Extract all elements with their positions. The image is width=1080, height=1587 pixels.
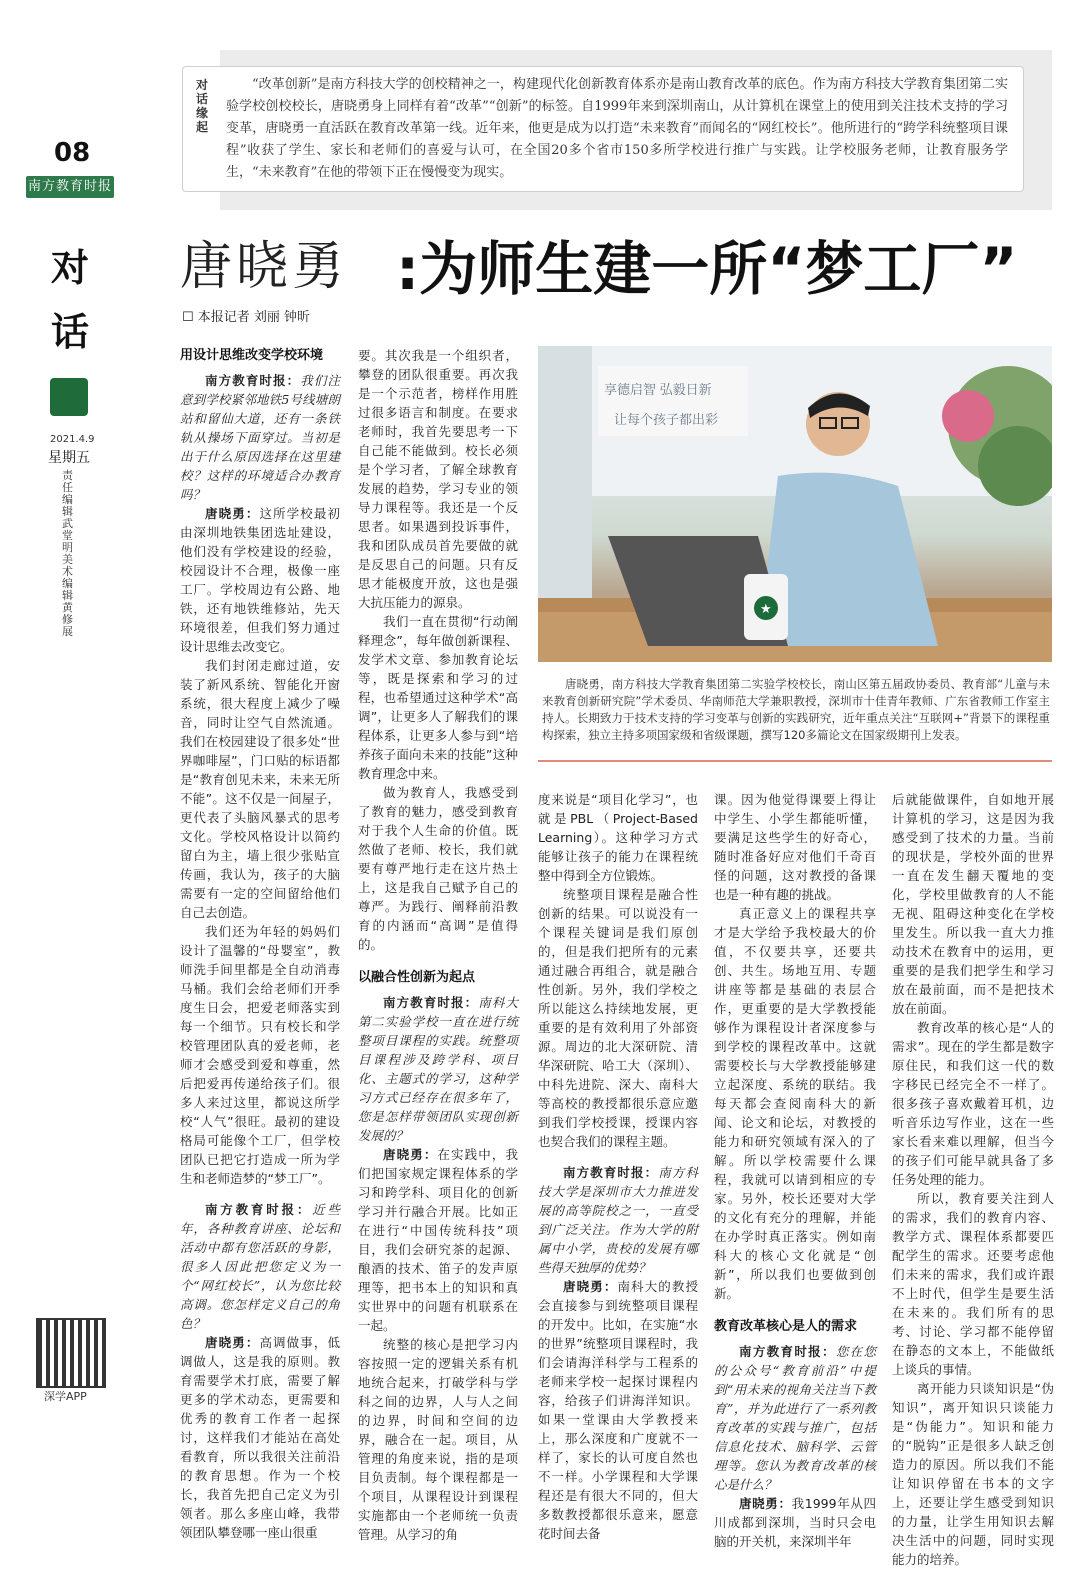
subheading: 用设计思维改变学校环境	[180, 348, 324, 363]
paragraph: 要。其次我是一个组织者，攀登的团队很重要。再次我是一个示范者，榜样作用胜过很多语言和制度。在要求老师时，我首先要思考一下自己能不能做到。校长必须是个学习者，了解全球教育发展的趋势，学习专业的领导力课程等。我还是一个反思者。如果遇到投诉事件，我和团队成员首先要做的就是反思自己的问题。只有反思才能极度开放，这也是强大抗压能力的源泉。	[358, 348, 518, 610]
paragraph: 离开能力只谈知识是“伪知识”，离开知识只谈能力是“伪能力”。知识和能力的“脱钩”正是很多人缺乏创造力的原因。所以我们不能让知识停留在书本的文字上，还要让学生感受到知识的力量，让学生用知识去解决生活中的问题，同时实现能力的培养。	[892, 1381, 1054, 1567]
speaker-label: 唐晓勇：	[563, 1279, 618, 1294]
section-color-block	[50, 378, 88, 416]
wall-text: 享德启智 弘毅日新	[604, 382, 712, 397]
headline-name: 唐晓勇	[180, 237, 349, 297]
paragraph: 教育改革的核心是“人的需求”。现在的学生都是数字原住民，和我们这一代的数字移民已经完全不一样了。很多孩子喜欢戴着耳机，边听音乐边写作业，这在一些家长看来难以理解，但当今的孩子们可能早就具备了多任务处理的能力。	[892, 1020, 1054, 1187]
question: 南方教育时报：我们注意到学校紧邻地铁5号线塘朗站和留仙大道，还有一条铁轨从操场下面穿过。当初是出于什么原因选择在这里建校？这样的环境适合办教育吗？	[180, 373, 340, 502]
qr-code-icon	[36, 1318, 106, 1388]
speaker-label: 唐晓勇：	[739, 1496, 792, 1511]
article-column-4	[714, 790, 876, 1551]
speaker-label: 南方教育时报：	[205, 1202, 313, 1217]
paragraph: 统整的核心是把学习内容按照一定的逻辑关系有机地统合起来，打破学科与学科之间的边界，人与人之间的边界，时间和空间的边界，融合在一起。项目，从管理的角度来说，指的是项目负责制。每个课程都是一个项目，从课程设计到课程实施都由一个老师统一负责管理。从学习的角	[358, 1337, 518, 1542]
question: 南方教育时报：南方科技大学是深圳市大力推进发展的高等院校之一，一直受到广泛关注。作为大学的附属中小学，贵校的发展有哪些得天独厚的优势？	[538, 1165, 698, 1275]
article-column-1	[180, 346, 340, 1542]
speaker-label: 唐晓勇：	[205, 506, 260, 521]
paragraph: 我们封闭走廊过道，安装了新风系统、智能化开窗系统，很大程度上减少了噪音，同时让空气自然流通。我们在校园建设了很多处“世界咖啡屋”，门口贴的标语都是“教育创见未来，未来无所不能”。这不仅是一间屋子，更代表了头脑风暴式的思考文化。学校风格设计以简约留白为主，墙上很少张贴宣传画，我认为，孩子的大脑需要有一定的空间留给他们自己去创造。	[180, 658, 340, 920]
portrait-photo	[538, 346, 1052, 662]
newspaper-logo: 南方教育时报	[26, 176, 114, 198]
app-label: 深学APP	[44, 1390, 87, 1403]
speaker-label: 唐晓勇：	[383, 1147, 438, 1162]
paragraph: 我们还为年轻的妈妈们设计了温馨的“母婴室”，教师洗手间里都是全自动消毒马桶。我们会给老师们开季度生日会，把爱老师落实到每一个细节。只有校长和学校管理团队真的爱老师，老师才会感受到爱和尊重，然后把爱再传递给孩子们。很多人来过这里，都说这所学校“人气”很旺。最初的建设格局可能像个工厂，但学校团队已把它打造成一所为学生和老师造梦的“梦工厂”。	[180, 924, 340, 1186]
paragraph: 做为教育人，我感受到了教育的魅力，感受到教育对于我个人生命的价值。既然做了老师、校长，我们就要有尊严地行走在这片热土上，这是我自己赋予自己的尊严。为践行、阐释前沿教育的内涵而“高调”是值得的。	[358, 785, 518, 952]
wall-text: 让每个孩子都出彩	[614, 412, 719, 427]
editors-credit: 责任编辑 武堂明 美术编辑 黄修展	[62, 469, 73, 638]
subheading: 教育改革核心是人的需求	[714, 1319, 858, 1334]
question: 南方教育时报：南科大第二实验学校一直在进行统整项目课程的实践。统整项目课程涉及跨学科、项目化、主题式的学习，这种学习方式已经存在很多年了，您是怎样带领团队实现创新发展的？	[358, 995, 518, 1143]
intro-text: “改革创新”是南方科技大学的创校精神之一，构建现代化创新教育体系亦是南山教育改革的底色。作为南方科技大学教育集团第二实验学校创校校长，唐晓勇身上同样有着“改革”“创新”的标签。自1999年来到深圳南山，从计算机在课堂上的使用到关注技术支持的学习变革，唐晓勇一直活跃在教育改革第一线。近年来，他更是成为以打造“未来教育”而闻名的“网红校长”。他所进行的“跨学科统整项目课程”收获了学生、家长和老师们的喜爱与认可，在全国20多个省市150多所学校进行推广与实践。让学校服务老师，让教育服务学生，“未来教育”在他的带领下正在慢慢变为现实。	[226, 77, 1008, 180]
paragraph: 度来说是“项目化学习”，也就是PBL（Project-Based Learning）。这种学习方式能够让孩子的能力在课程统整中得到全方位锻炼。	[538, 792, 698, 883]
speaker-label: 南方教育时报：	[205, 373, 301, 388]
article-column-5	[892, 790, 1054, 1569]
speaker-label: 唐晓勇：	[205, 1335, 260, 1350]
divider	[538, 760, 1052, 762]
question: 南方教育时报：您在您的公众号“教育前沿”中提到“用未来的视角关注当下教育”，并为此进行了一系列教育改革的实践与推广，包括信息化技术、脑科学、云管理等。您认为教育改革的核心是什么？	[714, 1344, 876, 1492]
answer: 唐晓勇：高调做事，低调做人，这是我的原则。教育需要学术打底，需要了解更多的学术动态，更需要和优秀的教育工作者一起探讨，这样我们才能站在高处看教育，所以我很关注前沿的教育思想。作为一个校长，我首先把自己定义为引领者。那么多座山峰，我带领团队攀登哪一座山很重	[180, 1335, 340, 1540]
photo-caption: 唐晓勇，南方科技大学教育集团第二实验学校校长，南山区第五届政协委员、教育部“儿童与未来教育创新研究院”学术委员、华南师范大学兼职教授，深圳市十佳青年教师、广东省教师工作室主持人。长期致力于技术支持的学习变革与创新的实践研究，近年重点关注“互联网+”背景下的课程重构探索，独立主持多项国家级和省级课题，撰写120多篇论文在国家级期刊上发表。	[542, 677, 1050, 742]
byline: ☐ 本报记者 刘丽 钟昕	[182, 310, 311, 325]
speaker-label: 南方教育时报：	[383, 995, 479, 1010]
cup-logo-icon: ★	[760, 602, 772, 617]
speaker-label: 南方教育时报：	[563, 1165, 659, 1180]
paragraph: 所以，教育要关注到人的需求，我们的教育内容、教学方式、课程体系都要匹配学生的需求。还要考虑他们未来的需求，我们或许跟不上时代，但学生是要生活在未来的。我们所有的思考、讨论、学习都不能停留在静态的文本上，不能做纸上谈兵的事情。	[892, 1191, 1054, 1377]
article-column-3	[538, 790, 698, 1543]
issue-date: 2021.4.9	[50, 434, 95, 445]
section-title: 对话	[50, 246, 89, 354]
paragraph: 课。因为他觉得课要上得让中学生、小学生都能听懂，要满足这些学生的好奇心，随时准备好应对他们千奇百怪的问题，这对教授的备课也是一种有趣的挑战。	[714, 792, 876, 902]
article-column-2	[358, 346, 518, 1544]
paragraph: 统整项目课程是融合性创新的结果。可以说没有一个课程关键词是我们原创的，但是我们把所有的元素通过融合再组合，就是融合性创新。另外，我们学校之所以能这么持续地发展，更重要的是有效利用了外部资源。周边的北大深研院、清华深研院、哈工大（深圳）、中科先进院、深大、南科大等高校的教授都很乐意应邀到我们学校授课，授课内容也契合我们的课程主题。	[538, 887, 698, 1149]
answer: 唐晓勇：这所学校最初由深圳地铁集团选址建设，他们没有学校建设的经验，校园设计不合理，极像一座工厂。学校周边有公路、地铁，还有地铁维修站，先天环境很差，但我们努力通过设计思维去改变它。	[180, 506, 340, 654]
question: 南方教育时报：近些年，各种教育讲座、论坛和活动中都有您活跃的身影，很多人因此把您定义为一个“网红校长”，认为您比较高调。您怎样定义自己的角色？	[180, 1202, 340, 1331]
issue-weekday: 星期五	[48, 450, 90, 466]
page-number: 08	[54, 138, 91, 168]
headline-title: :为师生建一所“梦工厂”	[396, 235, 1018, 303]
speaker-label: 南方教育时报：	[739, 1344, 836, 1359]
answer: 唐晓勇：在实践中，我们把国家规定课程体系的学习和跨学科、项目化的创新学习并行融合开展。比如正在进行“中国传统科技”项目，我们会研究茶的起源、酿酒的技术、笛子的发声原理等，把书本上的知识和真实世界中的问题有机联系在一起。	[358, 1147, 518, 1333]
answer: 唐晓勇：我1999年从四川成都到深圳，当时只会电脑的开关机，来深圳半年	[714, 1496, 876, 1549]
intro-tag: 对话缘起	[196, 78, 209, 134]
paragraph: 真正意义上的课程共享才是大学给予我校最大的价值，不仅要共享，还要共创、共生。场地互用、专题讲座等都是基础的表层合作，更重要的是大学教授能够作为课程设计者深度参与到学校的课程改革中。这就需要校长与大学教授能够建立起深度、系统的联结。我每天都会查阅南科大的新闻、论文和论坛，对教授的能力和研究领域有深入的了解。所以学校需要什么课程，我就可以请到相应的专家。另外，校长还要对大学的文化有充分的理解，并能在办学时真正落实。例如南科大的核心文化就是“创新”，所以我们也要做到创新。	[714, 906, 876, 1301]
paragraph: 我们一直在贯彻“行动阐释理念”，每年做创新课程、发学术文章、参加教育论坛等，既是探索和学习的过程，也希望通过这种学术“高调”，让更多人了解我们的课程体系，让更多人参与到“培养孩子面向未来的技能”这种教育理念中来。	[358, 614, 518, 781]
photo-illustration	[538, 346, 1052, 662]
subheading: 以融合性创新为起点	[358, 970, 476, 985]
answer: 唐晓勇：南科大的教授会直接参与到统整项目课程的开发中。比如，在实施“水的世界”统整项目课程时，我们会请海洋科学与工程系的老师来学校一起探讨课程内容，给孩子们讲海洋知识。如果一堂课由大学教授来上，那么深度和广度就不一样了，家长的认可度自然也不一样。小学课程和大学课程还是有很大不同的，但大多数教授都很乐意来，愿意花时间去备	[538, 1279, 698, 1541]
paragraph: 后就能做课件，自如地开展计算机的学习，这是因为我感受到了技术的力量。当前的现状是，学校外面的世界一直在发生翻天覆地的变化，学校里做教育的人不能无视、阻碍这种变化在学校里发生。所以我一直大力推动技术在教育中的运用，更重要的是我们把学生和学习放在最前面，而不是把技术放在前面。	[892, 792, 1054, 1016]
